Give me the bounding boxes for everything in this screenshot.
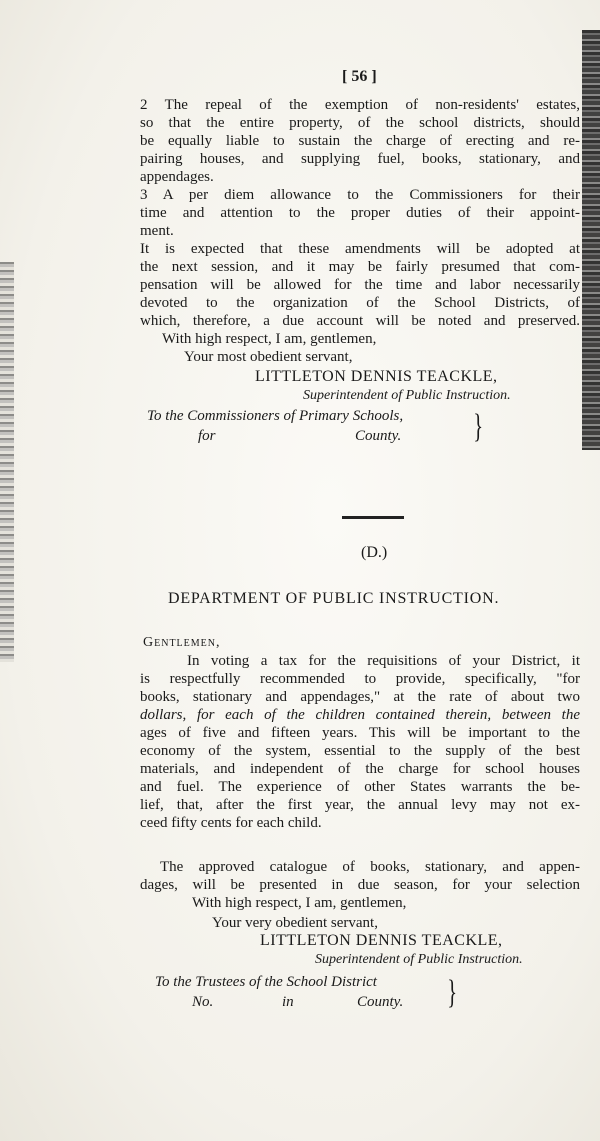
letter-1-line: devoted to the organization of the School Districts, of xyxy=(140,295,580,311)
letter-2-line: books, stationary and appendages," at the rate of about two xyxy=(140,689,580,705)
letter-2-line: dages, will be presented in due season, for your selection xyxy=(140,877,580,893)
letter-1-line: so that the entire property, of the school districts, should xyxy=(140,115,580,131)
letter-2-signature-name: LITTLETON DENNIS TEACKLE, xyxy=(260,932,503,949)
letter-1-line: pairing houses, and supplying fuel, books, stationary, and xyxy=(140,151,580,167)
letter-1-line: ment. xyxy=(140,223,174,239)
letter-2-address-in: in xyxy=(282,994,294,1010)
letter-1-closing: Your most obedient servant, xyxy=(184,349,353,365)
letter-2-closing: With high respect, I am, gentlemen, xyxy=(192,895,407,911)
letter-1-line: be equally liable to sustain the charge of erecting and re- xyxy=(140,133,580,149)
letter-2-salutation: Gentlemen, xyxy=(143,635,221,650)
letter-1-line: 2 The repeal of the exemption of non-residents' estates, xyxy=(140,97,580,113)
letter-1-line: time and attention to the proper duties of their appoint- xyxy=(140,205,580,221)
letter-1-line: which, therefore, a due account will be noted and preserved. xyxy=(140,313,580,329)
letter-2-line: The approved catalogue of books, stationary, and appen- xyxy=(160,859,580,875)
letter-1-line: the next session, and it may be fairly presumed that com- xyxy=(140,259,580,275)
letter-1-address-for: for xyxy=(198,428,216,444)
letter-1-closing: With high respect, I am, gentlemen, xyxy=(162,331,377,347)
letter-2-line: ceed fifty cents for each child. xyxy=(140,815,322,831)
letter-2-line: is respectfully recommended to provide, specifically, "for xyxy=(140,671,580,687)
letter-2-line: In voting a tax for the requisitions of your District, it xyxy=(187,653,580,669)
letter-2-address-line: To the Trustees of the School District xyxy=(155,974,377,990)
section-divider xyxy=(342,516,404,519)
letter-2-line: and fuel. The experience of other States warrants the be- xyxy=(140,779,580,795)
letter-2-line: ages of five and fifteen years. This will be important to the xyxy=(140,725,580,741)
letter-2-line: dollars, for each of the children contained therein, between the xyxy=(140,707,580,723)
brace-icon: } xyxy=(447,974,458,1011)
letter-2-line: economy of the system, essential to the supply of the best xyxy=(140,743,580,759)
section-mark: (D.) xyxy=(361,544,388,561)
brace-icon: } xyxy=(473,408,484,445)
letter-2-signature-title: Superintendent of Public Instruction. xyxy=(315,952,523,967)
letter-1-line: pensation will be allowed for the time and labor necessarily xyxy=(140,277,580,293)
letter-1-line: appendages. xyxy=(140,169,214,185)
page-number: [ 56 ] xyxy=(342,68,377,85)
letter-2-line: materials, and independent of the charge for school houses xyxy=(140,761,580,777)
department-heading: DEPARTMENT OF PUBLIC INSTRUCTION. xyxy=(168,590,500,607)
letter-1-line: It is expected that these amendments will be adopted at xyxy=(140,241,580,257)
letter-1-line: 3 A per diem allowance to the Commissioners for their xyxy=(140,187,580,203)
page-edge-right xyxy=(582,30,600,450)
letter-1-address-county: County. xyxy=(355,428,402,444)
letter-2-address-no: No. xyxy=(192,994,214,1010)
page-edge-left xyxy=(0,262,14,662)
letter-1-signature-name: LITTLETON DENNIS TEACKLE, xyxy=(255,368,498,385)
letter-2-line: lief, that, after the first year, the annual levy may not ex- xyxy=(140,797,580,813)
letter-2-closing: Your very obedient servant, xyxy=(212,915,378,931)
letter-2-address-county: County. xyxy=(357,994,404,1010)
letter-1-signature-title: Superintendent of Public Instruction. xyxy=(303,388,511,403)
letter-1-address-line: To the Commissioners of Primary Schools, xyxy=(147,408,404,424)
